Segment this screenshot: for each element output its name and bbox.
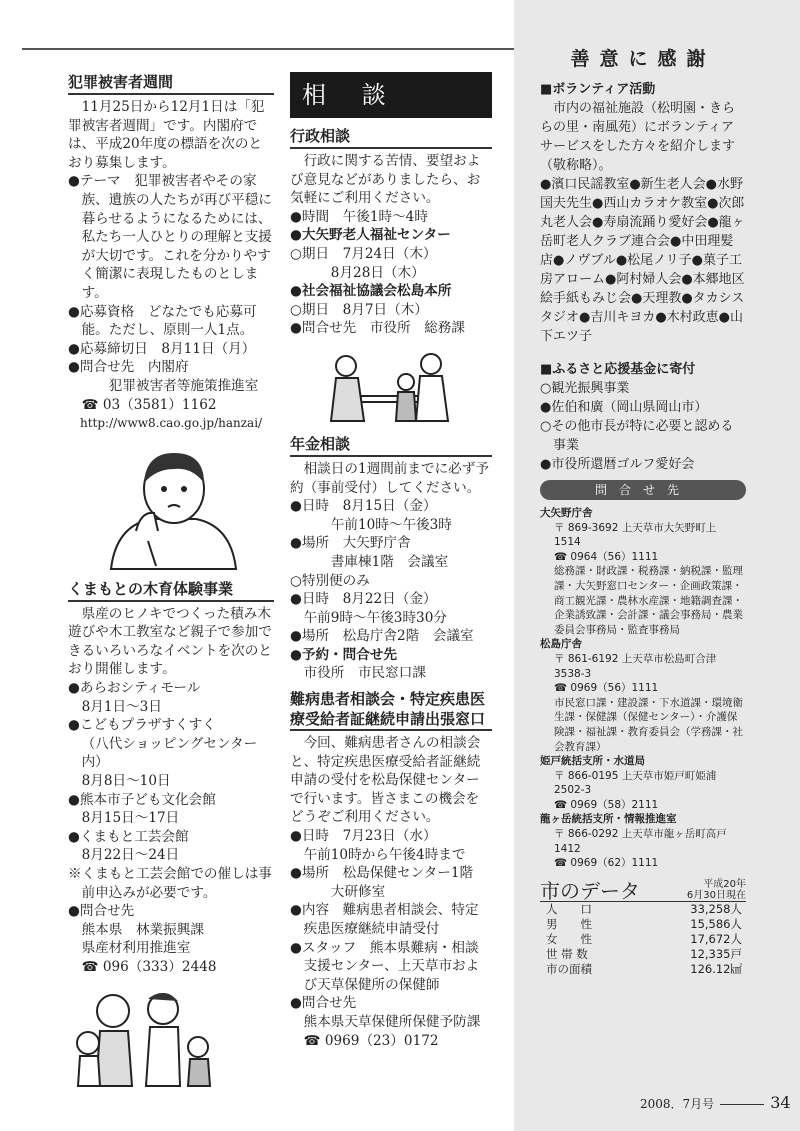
nanbyo-date: ●日時 7月23日（水）	[290, 828, 437, 845]
city-data-date	[687, 879, 746, 901]
middle-column	[290, 72, 492, 1050]
furusato-item: ●佐伯和廣（岡山県岡山市）	[540, 400, 708, 415]
nenkin-special: ○特別便のみ	[290, 572, 370, 589]
city-data-title: 市のデータ	[540, 878, 640, 903]
nanbyo-place: ●場所 松島保健センター1階	[290, 865, 474, 882]
wood-contact: ●問合せ先	[68, 903, 135, 920]
nanbyo-date2: 午前10時から午後4時まで	[303, 846, 466, 863]
office-name: 松島庁舎	[540, 638, 582, 651]
stat-label: 世 帯 数	[546, 946, 588, 961]
city-data-table	[540, 902, 746, 977]
nenkin-sdate2: 午前9時～午後3時30分	[303, 609, 447, 626]
nenkin-place: ●場所 大矢野庁舎	[290, 535, 411, 552]
nenkin-place2: 書庫棟1階 会議室	[330, 553, 449, 570]
furusato-item: ○その他市長が特に必要と認める事業	[540, 419, 734, 453]
wood-item: ●くまもと工芸会館	[68, 828, 189, 845]
stat-value: 12,335戸	[690, 946, 742, 961]
office-tel: ☎ 0969（56）1111	[554, 682, 659, 695]
consultation-illustration	[316, 346, 466, 426]
office-depts: 市民窓口課・建設課・下水道課・環境衛生課・保健課（保健センター）・介護保険課・福祉課・教育委員会（学務課・社会教育課）	[554, 696, 743, 753]
gyosei-date1b: 8月28日（木）	[330, 264, 425, 281]
crime-url: http://www8.cao.go.jp/hanzai/	[80, 416, 263, 431]
furusato-item: ●市役所還暦ゴルフ愛好会	[540, 457, 695, 472]
office-depts: 総務課・財政課・税務課・納税課・監理課・大矢野窓口センター・企画政策課・商工観光課・農林水産課・地籍調査課・企業誘致課・会計課・議会事務局・農業委員会事務局・監査事務局	[554, 565, 743, 636]
nenkin-reserve: ●予約・問合せ先	[290, 646, 398, 663]
nanbyo-content: ●内容 難病患者相談会、特定疾患医療継続申請受付	[290, 902, 479, 937]
crime-deadline: ●応募締切日 8月11日（月）	[68, 340, 256, 357]
crime-qualify: ●応募資格 どなたでも応募可能。ただし、原則一人1点。	[68, 303, 257, 339]
wood-contact-dept: 熊本県 林業振興課	[81, 921, 204, 938]
gyosei-time: ●時間 午後1時～4時	[290, 208, 428, 225]
nanbyo-staff: ●スタッフ 熊本県難病・相談支援センター、上天草市および天草保健所の保健師	[290, 939, 480, 993]
gyosei-contact: ●問合せ先 市役所 総務課	[290, 320, 465, 337]
nenkin-title: 年金相談	[290, 434, 492, 457]
office-list	[540, 506, 746, 871]
nenkin-date2: 午前10時～午後3時	[330, 516, 452, 533]
crime-contact-office: 犯罪被害者等施策推進室	[108, 377, 259, 394]
office-name: 大矢野庁舎	[540, 507, 593, 519]
right-column	[540, 80, 746, 977]
stat-label: 男 性	[546, 916, 592, 931]
table-row	[540, 932, 746, 947]
office-address: 〒 869-3692 上天草市大矢野町上 1514	[554, 521, 717, 549]
nanbyo-contact2: 熊本県天草保健所保健予防課	[303, 1013, 481, 1030]
table-row	[540, 962, 746, 977]
crime-week-title: 犯罪被害者週間	[68, 72, 274, 95]
table-row	[540, 917, 746, 932]
gyosei-date2: ○期日 8月7日（木）	[290, 301, 428, 318]
top-rule	[22, 48, 514, 50]
nenkin-intro: 相談日の1週間前までに必ず予約（事前受付）してください。	[290, 460, 489, 496]
office-tel: ☎ 0969（58）2111	[554, 798, 659, 811]
stat-label: 女 性	[546, 931, 592, 946]
wood-contact-office: 県産材利用推進室	[81, 940, 191, 957]
city-data-date-day: 6月30日現在	[686, 889, 746, 901]
nanbyo-place2: 大研修室	[330, 883, 386, 900]
stat-label: 市の面積	[546, 961, 592, 976]
wood-item: ●熊本市子ども文化会館	[68, 791, 216, 808]
furusato-title: ■ふるさと応援基金に寄付	[540, 362, 696, 377]
wood-item: ●あらおシティモール	[68, 680, 201, 697]
nenkin-splace: ●場所 松島庁舎2階 会議室	[290, 628, 474, 645]
footer-rule	[720, 1104, 764, 1105]
thanks-title: 善意に感謝	[570, 48, 716, 70]
crime-theme: ●テーマ 犯罪被害者やその家族、遺族の人たちが再び平穏に暮らせるようになるためには、私たち一人ひとりの理解と支援が大切です。これを分かりやすく簡潔に表現したものとします。	[68, 173, 272, 301]
stat-label: 人 口	[546, 901, 592, 916]
city-data-date-year: 平成20年	[703, 878, 746, 890]
nanbyo-tel: ☎ 0969（23）0172	[303, 1032, 439, 1049]
wood-item: 8月8日～10日	[81, 773, 171, 790]
table-row	[540, 947, 746, 962]
office-entry	[540, 637, 746, 754]
office-entry	[540, 812, 746, 870]
office-name: 姫戸統括支所・水道局	[540, 755, 645, 768]
nenkin-sdate: ●日時 8月22日（金）	[290, 591, 437, 608]
nenkin-date: ●日時 8月15日（金）	[290, 498, 437, 515]
wood-intro: 県産のヒノキでつくった積み木遊びや木工教室など親子で参加できるいろいろなイベントを次のとおり開催します。	[68, 605, 272, 678]
consultation-banner: 相 談	[290, 72, 492, 118]
office-tel: ☎ 0969（62）1111	[554, 857, 659, 870]
stat-value: 33,258人	[690, 901, 742, 916]
wood-item: 8月22日～24日	[81, 847, 180, 864]
page-footer	[640, 1093, 791, 1112]
crime-contact: ●問合せ先 内閣府	[68, 359, 189, 376]
wood-item: 8月15日～17日	[81, 810, 180, 827]
gyosei-place2: ●社会福祉協議会松島本所	[290, 283, 452, 300]
office-entry	[540, 754, 746, 812]
volunteer-intro: 市内の福祉施設（松明園・きららの里・南風苑）にボランティアサービスをした方々を紹介します（敬称略）。	[540, 101, 736, 173]
office-name: 龍ヶ岳統括支所・情報推進室	[540, 813, 677, 826]
office-address: 〒 866-0195 上天草市姫戸町姫浦 2502-3	[554, 769, 717, 797]
page-number: 34	[770, 1093, 791, 1112]
wood-item: （八代ショッピングセンター内）	[81, 735, 258, 771]
stat-value: 15,586人	[690, 916, 742, 931]
wood-event-title: くまもとの木育体験事業	[68, 579, 274, 602]
contact-header-bar: 問合せ先	[540, 480, 746, 500]
volunteer-title: ■ボランティア活動	[540, 82, 656, 97]
wood-tel: ☎ 096（333）2448	[81, 958, 217, 975]
office-address: 〒 861-6192 上天草市松島町合津 3538-3	[554, 652, 717, 680]
stat-value: 17,672人	[690, 931, 742, 946]
family-illustration	[68, 981, 218, 1091]
furusato-item: ○観光振興事業	[540, 381, 630, 396]
wood-note: ※くまもと工芸会館での催しは事前申込みが必要です。	[68, 866, 272, 901]
crime-intro: 11月25日から12月1日は「犯罪被害者週間」です。内閣府では、平成20年度の標語を次のとおり募集します。	[68, 99, 265, 171]
gyosei-title: 行政相談	[290, 126, 492, 149]
office-entry	[540, 506, 746, 637]
gyosei-date1a: ○期日 7月24日（木）	[290, 245, 437, 262]
wood-item: ●こどもプラザすくすく	[68, 717, 216, 734]
nanbyo-title: 難病患者相談会・特定疾患医療受給者証継続申請出張窓口	[290, 689, 492, 731]
thinking-person-illustration	[96, 441, 246, 571]
gyosei-place1: ●大矢野老人福祉センター	[290, 227, 451, 244]
left-column	[68, 72, 274, 1091]
table-row	[540, 902, 746, 917]
volunteer-list: ●濱口民謡教室●新生老人会●水野国夫先生●西山カラオケ教室●次郎丸老人会●寿扇流踊り愛好会●龍ヶ岳町老人クラブ連合会●中田理髪店●ノヴブル●松尾ノリ子●菓子工房アローム●阿村婦人会●本郷地区絵手紙もみじ会●天理教●タカシスタジオ●吉川キヨカ●木村政恵●山下エツ子	[540, 177, 745, 344]
wood-item: 8月1日～3日	[81, 698, 162, 715]
nenkin-reserve2: 市役所 市民窓口課	[303, 665, 426, 682]
office-address: 〒 866-0292 上天草市龍ヶ岳町高戸 1412	[554, 828, 727, 855]
stat-value: 126.12㎢	[690, 961, 742, 976]
issue-label: 2008．7月号	[640, 1097, 715, 1111]
crime-tel: ☎ 03（3581）1162	[81, 396, 217, 413]
office-tel: ☎ 0964（56）1111	[554, 550, 659, 563]
gyosei-intro: 行政に関する苦情、要望および意見などがありましたら、お気軽にご利用ください。	[290, 153, 481, 207]
nanbyo-intro: 今回、難病患者さんの相談会と、特定疾患医療受給者証継続申請の受付を松島保健センターで行います。皆さまこの機会をどうぞご利用ください。	[290, 735, 481, 826]
city-data-header	[540, 879, 746, 902]
nanbyo-contact: ●問合せ先	[290, 995, 357, 1012]
